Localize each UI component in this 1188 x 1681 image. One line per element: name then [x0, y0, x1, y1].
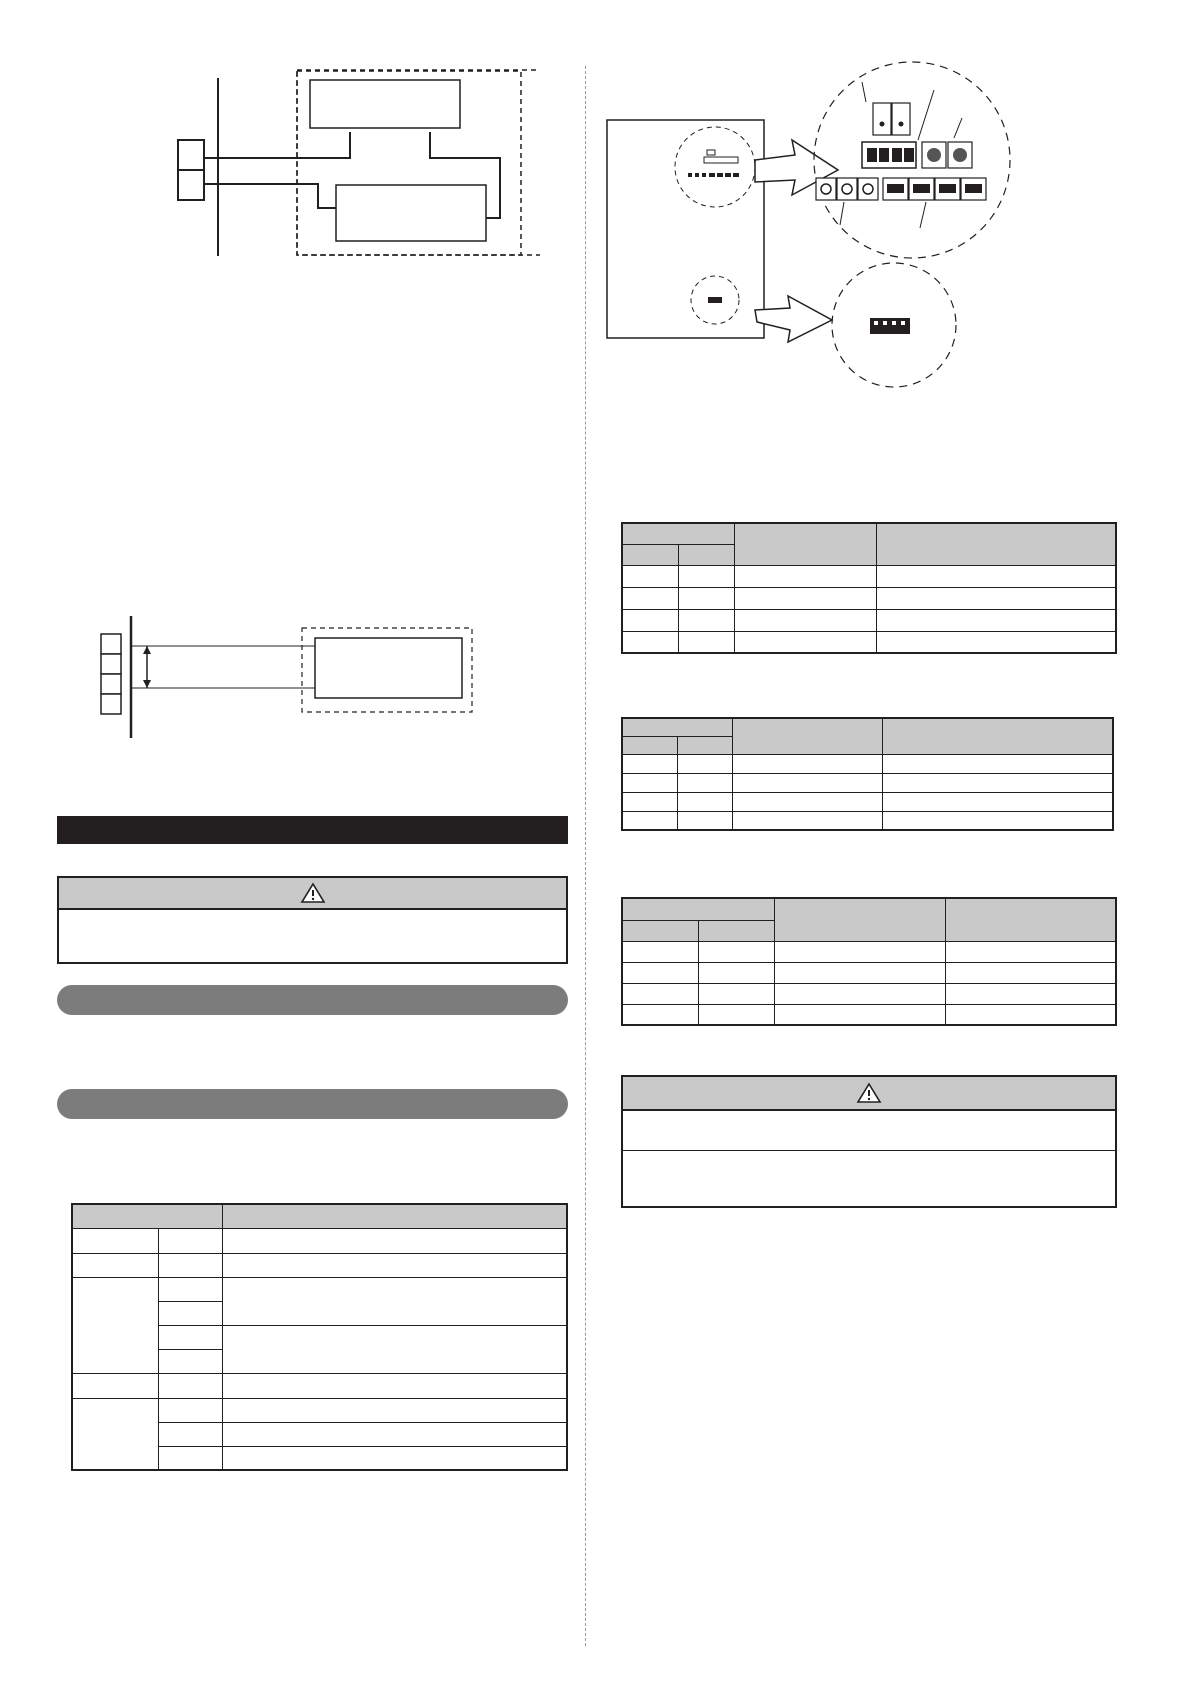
- table-cell: [677, 792, 732, 811]
- table-header-cell: [677, 736, 732, 754]
- warning-triangle-icon: [856, 1082, 882, 1104]
- table-cell: [678, 587, 734, 609]
- table-cell: [222, 1325, 567, 1373]
- table-cell: [678, 631, 734, 653]
- table-row: [622, 565, 1116, 587]
- column-divider: [585, 66, 586, 1646]
- table-cell: [622, 962, 698, 983]
- table-cell: [734, 631, 876, 653]
- table-row: [622, 811, 1113, 830]
- table-header-row: [72, 1204, 567, 1228]
- table-cell: [622, 565, 678, 587]
- table-cell: [72, 1373, 158, 1398]
- subsection-pill-1: [57, 985, 568, 1015]
- table-header-cell: [622, 736, 677, 754]
- table-cell: [158, 1253, 222, 1277]
- table-header-cell: [72, 1204, 222, 1228]
- table-cell: [732, 773, 882, 792]
- table-cell: [222, 1277, 567, 1325]
- table-header-cell: [622, 544, 678, 565]
- table-cell: [622, 773, 677, 792]
- table-row: [622, 983, 1116, 1004]
- warning-box-body: [59, 910, 566, 926]
- table-row: [622, 792, 1113, 811]
- table-row: [72, 1253, 567, 1277]
- table-cell: [876, 609, 1116, 631]
- table-row: [622, 631, 1116, 653]
- table-cell: [622, 587, 678, 609]
- table-cell: [622, 754, 677, 773]
- table-row: [622, 773, 1113, 792]
- table-row: [72, 1373, 567, 1398]
- table-cell: [774, 1004, 945, 1025]
- table-cell: [677, 811, 732, 830]
- table-cell: [158, 1301, 222, 1325]
- table-cell: [622, 983, 698, 1004]
- settings-table-left: [71, 1203, 568, 1471]
- table-cell: [222, 1398, 567, 1422]
- table-cell: [622, 631, 678, 653]
- table-cell: [732, 754, 882, 773]
- table-cell: [774, 941, 945, 962]
- table-cell: [678, 609, 734, 631]
- table-cell: [882, 773, 1113, 792]
- table-header-cell: [876, 523, 1116, 565]
- table-cell: [734, 565, 876, 587]
- table-row: [72, 1228, 567, 1253]
- table-row: [72, 1398, 567, 1422]
- table-cell: [72, 1398, 158, 1470]
- settings-table-right-1: [621, 522, 1117, 654]
- table-header-cell: [622, 920, 698, 941]
- table-cell: [698, 1004, 774, 1025]
- table-row: [622, 1004, 1116, 1025]
- table-row: [622, 609, 1116, 631]
- table-header-row: [622, 523, 1116, 544]
- table-header-cell: [734, 523, 876, 565]
- table-cell: [158, 1325, 222, 1349]
- table-header-cell: [882, 718, 1113, 754]
- table-header-cell: [732, 718, 882, 754]
- table-cell: [158, 1349, 222, 1373]
- warning-box-row-2: [623, 1151, 1115, 1163]
- table-cell: [622, 792, 677, 811]
- table-header-cell: [622, 898, 774, 920]
- table-cell: [945, 941, 1116, 962]
- table-row: [622, 962, 1116, 983]
- subsection-pill-2: [57, 1089, 568, 1119]
- table-cell: [734, 609, 876, 631]
- table-cell: [882, 754, 1113, 773]
- table-cell: [222, 1446, 567, 1470]
- table-cell: [72, 1253, 158, 1277]
- warning-box-header: [59, 878, 566, 910]
- table-row: [622, 754, 1113, 773]
- table-cell: [882, 811, 1113, 830]
- table-cell: [72, 1277, 158, 1373]
- table-cell: [945, 983, 1116, 1004]
- section-header: [57, 816, 568, 844]
- table-header-cell: [678, 544, 734, 565]
- table-cell: [698, 941, 774, 962]
- table-cell: [222, 1422, 567, 1446]
- wiring-diagram-mid: [95, 610, 485, 740]
- table-cell: [774, 983, 945, 1004]
- table-header-cell: [622, 718, 732, 736]
- table-cell: [774, 962, 945, 983]
- table-cell: [876, 565, 1116, 587]
- table-cell: [732, 811, 882, 830]
- settings-table-right-2: [621, 717, 1114, 831]
- table-cell: [622, 1004, 698, 1025]
- table-cell: [876, 631, 1116, 653]
- table-cell: [158, 1398, 222, 1422]
- table-cell: [732, 792, 882, 811]
- table-cell: [222, 1373, 567, 1398]
- table-header-cell: [622, 523, 734, 544]
- table-cell: [945, 1004, 1116, 1025]
- table-cell: [158, 1422, 222, 1446]
- table-cell: [622, 811, 677, 830]
- warning-box-1: [57, 876, 568, 964]
- table-cell: [677, 773, 732, 792]
- table-cell: [158, 1228, 222, 1253]
- table-cell: [72, 1228, 158, 1253]
- table-cell: [678, 565, 734, 587]
- table-header-row: [622, 898, 1116, 920]
- table-cell: [622, 609, 678, 631]
- table-cell: [158, 1277, 222, 1301]
- warning-box-row-1: [623, 1111, 1115, 1151]
- table-cell: [622, 941, 698, 962]
- table-header-cell: [222, 1204, 567, 1228]
- warning-triangle-icon: [300, 882, 326, 904]
- table-cell: [945, 962, 1116, 983]
- table-row: [72, 1277, 567, 1301]
- table-cell: [158, 1446, 222, 1470]
- wiring-top-enclosure: [295, 69, 525, 259]
- table-cell: [734, 587, 876, 609]
- table-cell: [698, 983, 774, 1004]
- warning-box-2: [621, 1075, 1117, 1208]
- table-cell: [698, 962, 774, 983]
- settings-table-right-3: [621, 897, 1117, 1026]
- table-header-cell: [698, 920, 774, 941]
- table-cell: [876, 587, 1116, 609]
- table-cell: [222, 1253, 567, 1277]
- table-row: [622, 941, 1116, 962]
- table-row: [622, 587, 1116, 609]
- table-cell: [158, 1373, 222, 1398]
- warning-box-header: [623, 1077, 1115, 1111]
- table-cell: [677, 754, 732, 773]
- pcb-diagram: [600, 60, 1050, 400]
- table-cell: [222, 1228, 567, 1253]
- table-header-row: [622, 718, 1113, 736]
- table-header-cell: [945, 898, 1116, 941]
- table-header-cell: [774, 898, 945, 941]
- table-cell: [882, 792, 1113, 811]
